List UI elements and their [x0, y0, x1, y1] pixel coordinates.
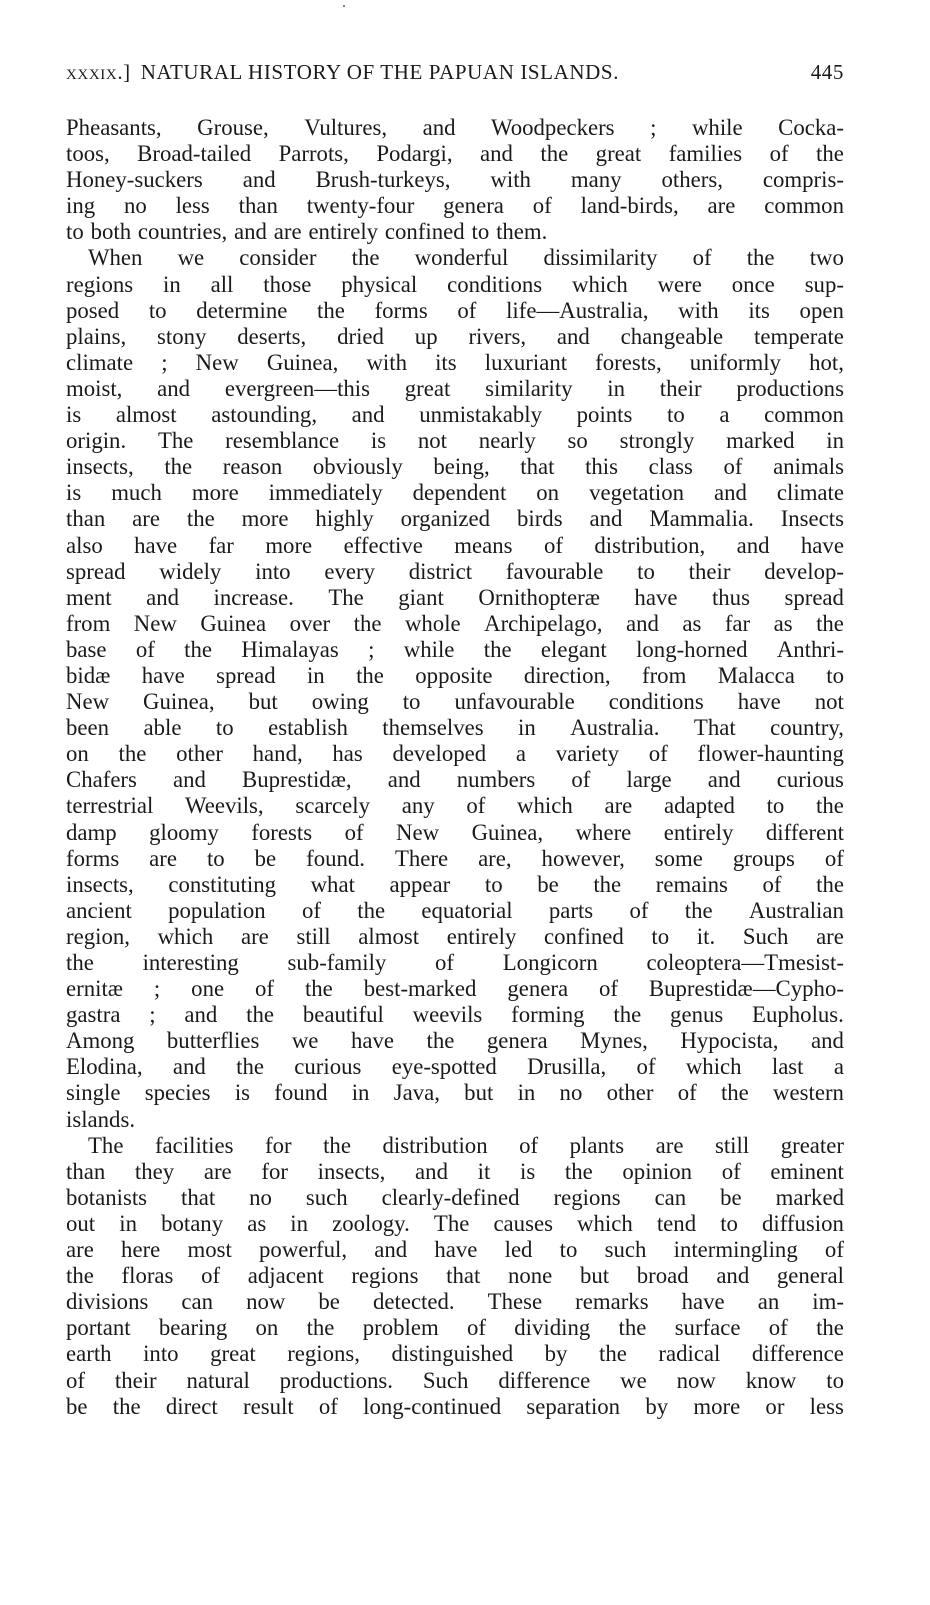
text-line: of their natural productions. Such difference we now know to: [66, 1367, 844, 1393]
text-line: The facilities for the distribution of plants are still greater: [88, 1132, 844, 1158]
text-line: botanists that no such clearly-defined regions can be marked: [66, 1184, 844, 1210]
text-line: gastra ; and the beautiful weevils forming the genus Eupholus.: [66, 1002, 844, 1028]
text-line: damp gloomy forests of New Guinea, where entirely different: [66, 819, 844, 845]
page-number: 445: [810, 60, 844, 84]
text-line: spread widely into every district favourable to their develop-: [66, 558, 844, 584]
text-line: the floras of adjacent regions that none but broad and general: [66, 1263, 844, 1289]
text-line: the interesting sub-family of Longicorn coleoptera—Tmesist-: [66, 950, 844, 975]
text-line: ing no less than twenty-four genera of land-birds, are common: [66, 193, 844, 219]
paragraph: [66, 115, 844, 245]
text-line: Honey-suckers and Brush-turkeys, with many others, compris-: [66, 167, 844, 193]
text-line: insects, the reason obviously being, that this class of animals: [66, 454, 844, 480]
text-line: from New Guinea over the whole Archipelago, and as far as the: [66, 610, 844, 636]
text-line: Pheasants, Grouse, Vultures, and Woodpeckers ; while Cocka-: [66, 115, 844, 140]
text-line: origin. The resemblance is not nearly so strongly marked in: [66, 428, 844, 454]
text-line: is much more immediately dependent on vegetation and climate: [66, 480, 844, 506]
text-line: out in botany as in zoology. The causes which tend to diffusion: [66, 1210, 844, 1236]
text-line: base of the Himalayas ; while the elegant long-horned Anthri-: [66, 636, 844, 662]
text-line: region, which are still almost entirely confined to it. Such are: [66, 923, 844, 949]
running-header: [66, 60, 844, 85]
text-line: New Guinea, but owing to unfavourable conditions have not: [66, 689, 844, 715]
scan-speck: [343, 5, 345, 7]
text-line: islands.: [66, 1106, 136, 1132]
text-line: are here most powerful, and have led to such intermingling of: [66, 1237, 844, 1263]
chapter-number: xxxix.]: [66, 60, 131, 84]
text-line: to both countries, and are entirely confined to them.: [66, 219, 548, 245]
text-line: Among butterflies we have the genera Mynes, Hypocista, and: [66, 1028, 844, 1054]
text-line: divisions can now be detected. These remarks have an im-: [66, 1289, 844, 1315]
text-line: forms are to be found. There are, however, some groups of: [66, 845, 844, 871]
text-line: When we consider the wonderful dissimilarity of the two: [88, 245, 844, 271]
paragraph: [66, 1133, 844, 1420]
text-line: portant bearing on the problem of dividing the surface of the: [66, 1315, 844, 1341]
text-line: also have far more effective means of distribution, and have: [66, 532, 844, 558]
text-line: bidæ have spread in the opposite direction, from Malacca to: [66, 662, 844, 688]
text-line: is almost astounding, and unmistakably points to a common: [66, 402, 844, 428]
text-line: earth into great regions, distinguished by the radical difference: [66, 1341, 844, 1367]
text-line: ernitæ ; one of the best-marked genera of Buprestidæ—Cypho-: [66, 976, 844, 1002]
text-line: regions in all those physical conditions which were once sup-: [66, 271, 844, 297]
text-line: moist, and evergreen—this great similarity in their productions: [66, 375, 844, 401]
text-line: been able to establish themselves in Australia. That country,: [66, 715, 844, 741]
text-line: insects, constituting what appear to be the remains of the: [66, 871, 844, 897]
paragraph: [66, 245, 844, 1132]
text-line: ancient population of the equatorial parts of the Australian: [66, 897, 844, 923]
text-line: be the direct result of long-continued separation by more or less: [66, 1393, 844, 1419]
text-line: Elodina, and the curious eye-spotted Drusilla, of which last a: [66, 1054, 844, 1080]
text-line: than they are for insects, and it is the opinion of eminent: [66, 1158, 844, 1184]
text-line: plains, stony deserts, dried up rivers, and changeable temperate: [66, 323, 844, 349]
text-line: terrestrial Weevils, scarcely any of which are adapted to the: [66, 793, 844, 819]
text-line: posed to determine the forms of life—Australia, with its open: [66, 297, 844, 323]
text-line: than are the more highly organized birds and Mammalia. Insects: [66, 506, 844, 532]
text-line: single species is found in Java, but in no other of the western: [66, 1080, 844, 1106]
body-text: [66, 115, 844, 1420]
text-line: Chafers and Buprestidæ, and numbers of large and curious: [66, 767, 844, 793]
text-line: toos, Broad-tailed Parrots, Podargi, and the great families of the: [66, 141, 844, 167]
text-line: climate ; New Guinea, with its luxuriant forests, uniformly hot,: [66, 349, 844, 375]
running-title: NATURAL HISTORY OF THE PAPUAN ISLANDS.: [140, 60, 620, 84]
text-line: ment and increase. The giant Ornithopteræ have thus spread: [66, 584, 844, 610]
text-line: on the other hand, has developed a variety of flower-haunting: [66, 741, 844, 767]
